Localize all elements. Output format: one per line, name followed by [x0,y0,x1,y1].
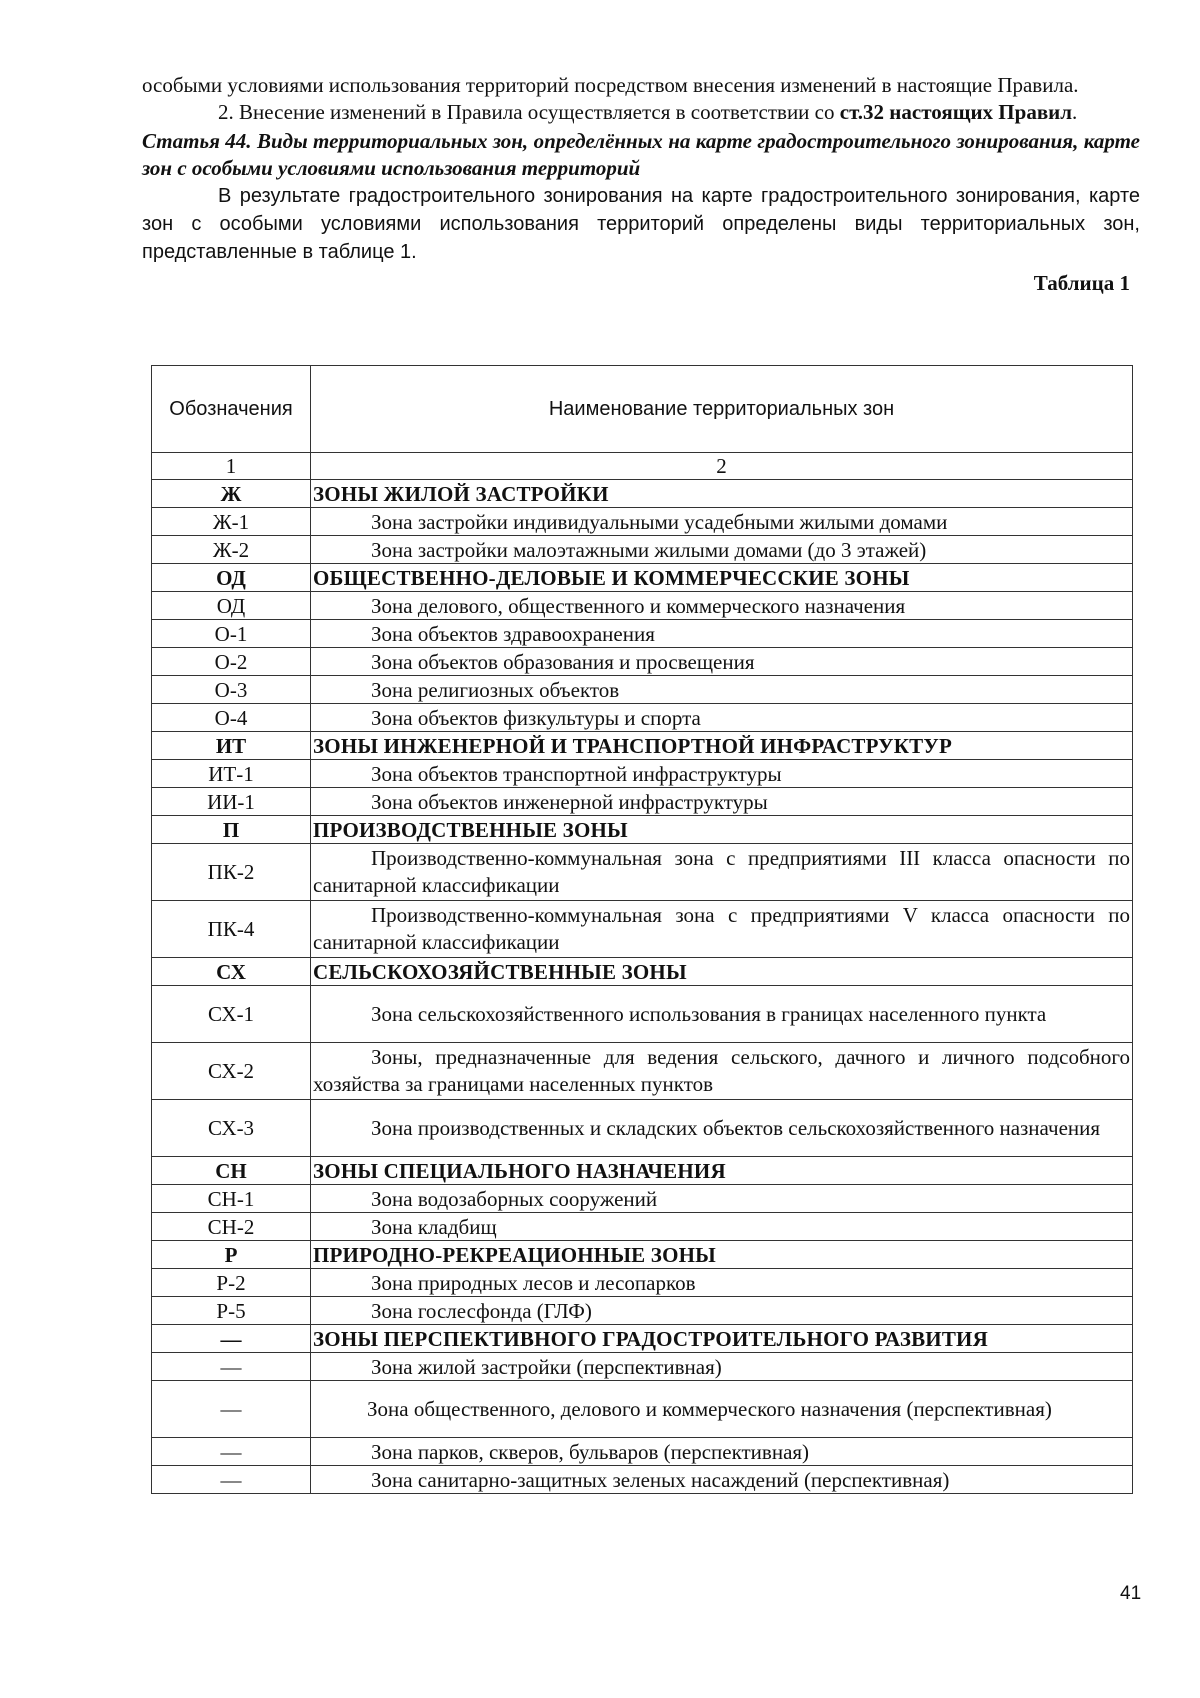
zone-code: О-1 [152,620,311,648]
article-reference: ст.32 настоящих Правил [839,100,1073,124]
table-row-group [152,564,1133,592]
zone-code: — [152,1381,311,1438]
zone-name: Зона объектов инженерной инфраструктуры [311,788,1133,816]
zone-name: Зона парков, скверов, бульваров (перспективная) [311,1438,1133,1466]
paragraph-amendments-end: . [1072,100,1078,124]
zone-code: СХ-3 [152,1100,311,1157]
article-title: Статья 44. Виды территориальных зон, определённых на карте градостроительного зонирования, карте зон с особыми условиями использования территорий [142,129,1140,180]
table-row [152,676,1133,704]
paragraph-amendments [142,99,1140,126]
table-row [152,986,1133,1043]
paragraph-zoning-result: В результате градостроительного зонирования на карте градостроительного зонирования, карте зон с особыми условиями использования территорий определены виды территориальных зон, представленные в таблице 1. [142,185,1140,263]
document-body [142,72,1140,298]
zone-name: Производственно-коммунальная зона с предприятиями V класса опасности по санитарной классификации [311,901,1133,958]
table-row-group [152,1157,1133,1185]
table-row [152,508,1133,536]
column-number-1: 1 [152,453,311,480]
zone-name: ПРОИЗВОДСТВЕННЫЕ ЗОНЫ [311,816,1133,844]
zone-name: Зона санитарно-защитных зеленых насаждений (перспективная) [311,1466,1133,1494]
zone-name: Зона сельскохозяйственного использования в границах населенного пункта [311,986,1133,1043]
zone-name: Зона объектов образования и просвещения [311,648,1133,676]
column-number-2: 2 [311,453,1133,480]
table-row [152,704,1133,732]
zone-code: О-4 [152,704,311,732]
zone-code: ПК-2 [152,844,311,901]
zone-code: ОД [152,592,311,620]
zone-name: СЕЛЬСКОХОЗЯЙСТВЕННЫЕ ЗОНЫ [311,958,1133,986]
zone-code: О-3 [152,676,311,704]
zone-name: Зона объектов физкультуры и спорта [311,704,1133,732]
zone-code: ПК-4 [152,901,311,958]
paragraph-amendments-text: 2. Внесение изменений в Правила осуществляется в соответствии со [218,100,840,124]
zone-name: Зоны, предназначенные для ведения сельского, дачного и личного подсобного хозяйства за границами населенных пунктов [311,1043,1133,1100]
table-row [152,1297,1133,1325]
table-row [152,788,1133,816]
zone-name: Зона делового, общественного и коммерческого назначения [311,592,1133,620]
zone-code: Ж-1 [152,508,311,536]
zone-code: СХ-2 [152,1043,311,1100]
table-row [152,1381,1133,1438]
zone-name: Зона застройки индивидуальными усадебными жилыми домами [311,508,1133,536]
zone-name: ПРИРОДНО-РЕКРЕАЦИОННЫЕ ЗОНЫ [311,1241,1133,1269]
table-row-group [152,732,1133,760]
zone-code: — [152,1353,311,1381]
table-row [152,620,1133,648]
zone-code: СХ-1 [152,986,311,1043]
table-row [152,1213,1133,1241]
table-row [152,1353,1133,1381]
table-column-numbers-row [152,453,1133,480]
zone-name: Зона застройки малоэтажными жилыми домами (до 3 этажей) [311,536,1133,564]
zone-name: Зона производственных и складских объектов сельскохозяйственного назначения [311,1100,1133,1157]
table-row-group [152,480,1133,508]
zone-name: ЗОНЫ СПЕЦИАЛЬНОГО НАЗНАЧЕНИЯ [311,1157,1133,1185]
table-row [152,1185,1133,1213]
zone-name: Зона водозаборных сооружений [311,1185,1133,1213]
zone-name: ОБЩЕСТВЕННО-ДЕЛОВЫЕ И КОММЕРЧЕССКИЕ ЗОНЫ [311,564,1133,592]
table-row [152,1466,1133,1494]
zone-code: — [152,1466,311,1494]
table-row [152,760,1133,788]
zone-name: Зона религиозных объектов [311,676,1133,704]
table-row-group [152,816,1133,844]
table-row [152,648,1133,676]
zone-name: ЗОНЫ ЖИЛОЙ ЗАСТРОЙКИ [311,480,1133,508]
table-row-group [152,1325,1133,1353]
table-header-row [152,366,1133,453]
table-row [152,592,1133,620]
zone-code: Ж-2 [152,536,311,564]
table-row [152,1438,1133,1466]
table-row-group [152,1241,1133,1269]
paragraph-continuation: особыми условиями использования территорий посредством внесения изменений в настоящие Правила. [142,73,1079,97]
table-row [152,844,1133,901]
zone-code: Р-2 [152,1269,311,1297]
zone-name: Зона кладбищ [311,1213,1133,1241]
zone-code: О-2 [152,648,311,676]
table-row [152,901,1133,958]
table-row-group [152,958,1133,986]
page-number: 41 [1120,1583,1142,1604]
zone-code: ИТ-1 [152,760,311,788]
zone-name: Зона гослесфонда (ГЛФ) [311,1297,1133,1325]
zone-code: Р-5 [152,1297,311,1325]
zone-name: Производственно-коммунальная зона с предприятиями III класса опасности по санитарной классификации [311,844,1133,901]
zone-code: П [152,816,311,844]
zone-code: Р [152,1241,311,1269]
table-row [152,1269,1133,1297]
table-row [152,1043,1133,1100]
zone-code: ИИ-1 [152,788,311,816]
zone-code: — [152,1325,311,1353]
table-caption: Таблица 1 [1033,271,1130,295]
zone-name: Зона жилой застройки (перспективная) [311,1353,1133,1381]
table-row [152,1100,1133,1157]
table-row [152,536,1133,564]
zone-code: Ж [152,480,311,508]
zone-name: Зона объектов транспортной инфраструктуры [311,760,1133,788]
zone-name: Зона объектов здравоохранения [311,620,1133,648]
zone-code: СН-1 [152,1185,311,1213]
zone-name: Зона общественного, делового и коммерческого назначения (перспективная) [311,1381,1133,1438]
zone-code: ИТ [152,732,311,760]
zone-code: ОД [152,564,311,592]
zone-name: ЗОНЫ ПЕРСПЕКТИВНОГО ГРАДОСТРОИТЕЛЬНОГО РАЗВИТИЯ [311,1325,1133,1353]
header-designations: Обозначения [152,366,311,453]
zone-code: СХ [152,958,311,986]
header-zone-names: Наименование территориальных зон [311,366,1133,453]
zones-table [151,365,1133,1494]
zone-code: — [152,1438,311,1466]
zone-name: Зона природных лесов и лесопарков [311,1269,1133,1297]
zone-name: ЗОНЫ ИНЖЕНЕРНОЙ И ТРАНСПОРТНОЙ ИНФРАСТРУКТУР [311,732,1133,760]
zone-code: СН [152,1157,311,1185]
zone-code: СН-2 [152,1213,311,1241]
